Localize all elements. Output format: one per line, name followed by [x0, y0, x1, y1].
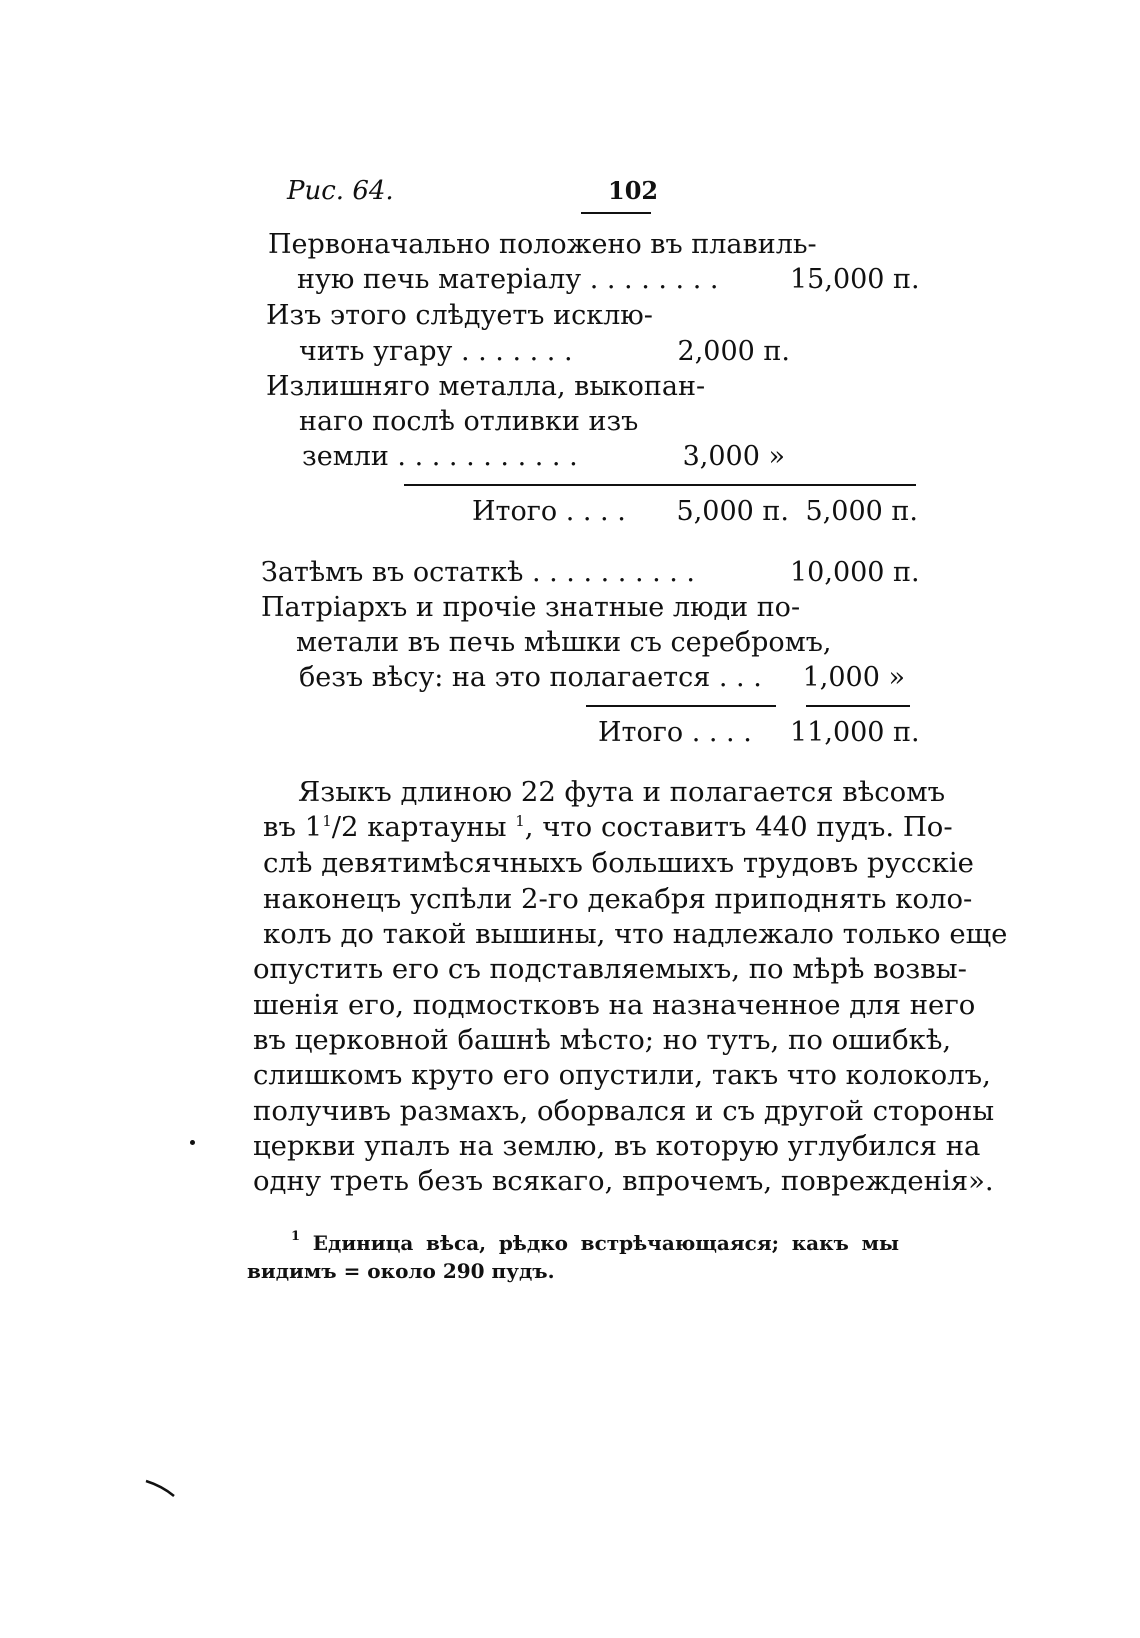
footnote-reference: 1: [515, 812, 525, 830]
account-row-2-line-2: чить угару . . . . . . .: [299, 336, 573, 367]
body-line-2: [263, 811, 953, 843]
patriarch-line-1: Патріархъ и прочіе знатные люди по-: [261, 592, 801, 623]
account-row-1-line-2: ную печь матеріалу . . . . . . . .: [297, 264, 719, 295]
grand-total-amount: 11,000 п.: [790, 717, 920, 748]
account-row-3-amount: 3,000 »: [682, 441, 785, 472]
scan-speck-dot: [190, 1140, 195, 1145]
account-row-1-total: 15,000 п.: [790, 264, 920, 295]
body-line-1: Языкъ длиною 22 фута и полагается вѣсомъ: [298, 776, 946, 808]
body-line-7: шенія его, подмостковъ на назначенное для него: [253, 989, 976, 1021]
remainder-line: Затѣмъ въ остаткѣ . . . . . . . . . .: [261, 557, 696, 588]
figure-reference: Рис. 64.: [287, 176, 394, 206]
total-rule-left: [586, 705, 776, 707]
subtotal-1-amount: 5,000 п.: [676, 496, 789, 527]
footnote-line-2: видимъ = около 290 пудъ.: [247, 1259, 555, 1283]
subtotal-1-total: 5,000 п.: [805, 496, 918, 527]
account-row-2-amount: 2,000 п.: [677, 336, 790, 367]
patriarch-line-3: безъ вѣсу: на это полагается . . .: [299, 662, 762, 693]
body-line-4: наконецъ успѣли 2-го декабря приподнять коло-: [263, 883, 973, 915]
subtotal-1-label: Итого . . . .: [472, 496, 626, 527]
body-line-9: слишкомъ круто его опустили, такъ что колоколъ,: [253, 1059, 991, 1091]
body-line-2-post: , что составитъ 440 пудъ. По-: [524, 811, 953, 843]
body-line-12: одну треть безъ всякаго, впрочемъ, поврежденія».: [253, 1165, 994, 1197]
remainder-total: 10,000 п.: [790, 557, 920, 588]
account-row-2-line-1: Изъ этого слѣдуетъ исклю-: [266, 300, 653, 331]
footnote-text-1: Единица вѣса, рѣдко встрѣчающаяся; какъ мы: [312, 1231, 899, 1255]
page-number: 102: [608, 176, 659, 205]
total-rule-right: [806, 705, 910, 707]
account-row-3-line-2: наго послѣ отливки изъ: [299, 406, 639, 437]
fraction-numerator: 1: [322, 812, 332, 830]
scan-mark-icon: [144, 1478, 178, 1500]
patriarch-line-2: метали въ печь мѣшки съ серебромъ,: [296, 627, 832, 658]
subtotal-rule: [404, 484, 916, 486]
patriarch-total: 1,000 »: [802, 662, 905, 693]
account-row-1-line-1: Первоначально положено въ плавиль-: [268, 229, 817, 260]
header-rule: [581, 212, 651, 214]
fraction-denominator: /2: [331, 811, 359, 843]
footnote-mark: 1: [291, 1229, 301, 1244]
body-line-3: слѣ девятимѣсячныхъ большихъ трудовъ русскіе: [263, 847, 974, 879]
body-line-11: церкви упалъ на землю, въ которую углубился на: [253, 1130, 981, 1162]
grand-total-label: Итого . . . .: [598, 717, 752, 748]
body-line-6: опустить его съ подставляемыхъ, по мѣрѣ возвы-: [253, 953, 967, 985]
body-line-5: колъ до такой вышины, что надлежало только еще: [263, 918, 1008, 950]
body-line-10: получивъ размахъ, оборвался и съ другой стороны: [253, 1095, 995, 1127]
body-line-8: въ церковной башнѣ мѣсто; но тутъ, по ошибкѣ,: [253, 1024, 952, 1056]
footnote-line-1: [291, 1229, 899, 1255]
account-row-3-line-3: земли . . . . . . . . . . .: [302, 441, 578, 472]
body-line-2-mid: картауны: [358, 811, 516, 843]
account-row-3-line-1: Излишняго металла, выкопан-: [266, 371, 706, 402]
body-line-2-pre: въ 1: [263, 811, 323, 843]
